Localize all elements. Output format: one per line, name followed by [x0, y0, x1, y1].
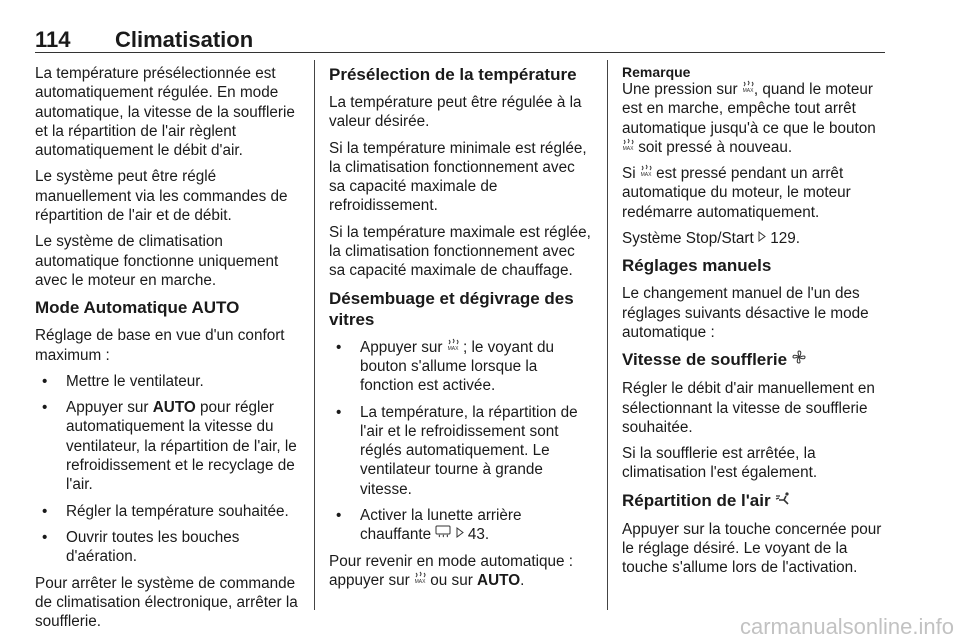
list-item: [35, 398, 300, 494]
paragraph: Si la température maximale est réglée, la climatisation fonctionnement avec sa capacité maximale de chauffage.: [329, 223, 591, 280]
page-title: Climatisation: [115, 27, 254, 52]
text: Activer la lunette arrière chauffante: [360, 507, 522, 544]
paragraph: Le système peut être réglé manuellement via les commandes de répartition de l'air et de débit.: [35, 168, 288, 225]
rear-window-heating-icon: [435, 525, 451, 544]
section-heading-auto-mode: Mode Automatique AUTO: [35, 298, 240, 318]
max-defrost-icon: [414, 571, 426, 590]
page-number: 114: [35, 27, 71, 52]
section-heading-manual: Réglages manuels: [622, 256, 772, 276]
svg-text:MAX: MAX: [414, 578, 426, 584]
column-1: [35, 64, 300, 638]
note-label: Remarque: [622, 64, 691, 80]
paragraph: Réglage de base en vue d'un confort maximum :: [35, 327, 285, 364]
paragraph: Si la température minimale est réglée, la climatisation fonctionnement avec sa capacité maximale de refroidissement.: [329, 139, 587, 215]
text: Une pression sur: [622, 81, 742, 98]
column-2: [329, 64, 594, 597]
text: .: [520, 571, 525, 589]
list-item: • La température, la répartition de l'air et le refroidissement sont réglés automatiquement. Le ventilateur tourne à grande vitesse.: [329, 403, 594, 499]
bullet-list: [329, 338, 594, 545]
page-reference: 129.: [770, 230, 801, 248]
svg-text:MAX: MAX: [622, 145, 634, 151]
list-item: • Ouvrir toutes les bouches d'aération.: [35, 528, 300, 567]
text: Appuyer sur: [360, 338, 447, 356]
text: Pour revenir en mode automatique : appuyer sur: [329, 552, 574, 589]
heading-text: Vitesse de soufflerie: [622, 350, 788, 370]
list-item: [329, 338, 594, 396]
text: ; le voyant du bouton s'allume lorsque la fonction est activée.: [360, 338, 554, 395]
note-paragraph: [622, 80, 888, 157]
text: est pressé pendant un arrêt automatique du moteur, le moteur redémarre automatiquement.: [622, 165, 851, 221]
paragraph: Si la soufflerie est arrêtée, la climatisation l'est également.: [622, 445, 818, 482]
svg-text:MAX: MAX: [742, 88, 754, 93]
paragraph: Le système de climatisation automatique fonctionne uniquement avec le moteur en marche.: [35, 233, 279, 289]
paragraph: La température présélectionnée est automatiquement régulée. En mode automatique, la vitesse de la soufflerie et la répartition de l'air règlent automatiquement le débit d'air.: [35, 65, 295, 160]
paragraph: Régler le débit d'air manuellement en sélectionnant la vitesse de soufflerie souhaitée.: [622, 380, 875, 436]
section-heading-air-distribution: [622, 490, 888, 512]
svg-text:MAX: MAX: [640, 172, 652, 178]
text: soit pressé à nouveau.: [634, 138, 793, 156]
page-reference-arrow-icon: [456, 525, 464, 544]
page-header: [35, 26, 885, 54]
text: , quand le moteur est en marche, empêche tout arrêt automatique jusqu'à ce que le bouton: [622, 81, 876, 137]
paragraph: Le changement manuel de l'un des réglages suivants désactive le mode automatique :: [622, 285, 869, 341]
heading-text: Répartition de l'air: [622, 490, 771, 510]
section-heading-defog: Désembuage et dégivrage des vitres: [329, 288, 574, 329]
list-item: • Mettre le ventilateur.: [35, 372, 300, 391]
list-item: • Régler la température souhaitée.: [35, 502, 300, 521]
text: pour régler automatiquement la vitesse du ventilateur, la répartition de l'air, le refroidissement et le recyclage de l'air.: [66, 399, 297, 494]
bullet-list: [35, 372, 300, 567]
paragraph: La température peut être régulée à la valeur désirée.: [329, 94, 582, 131]
section-heading-fan-speed: [622, 349, 888, 371]
header-divider: [35, 52, 885, 53]
svg-text:MAX: MAX: [447, 345, 459, 351]
text: Appuyer sur: [66, 399, 153, 417]
auto-label: AUTO: [477, 571, 521, 589]
text: Si: [622, 165, 640, 183]
auto-label: AUTO: [152, 399, 196, 417]
column-3: [622, 64, 888, 585]
fan-icon: [792, 350, 806, 371]
max-defrost-icon: [640, 164, 652, 183]
paragraph: [329, 552, 594, 591]
watermark: carmanualsonline.info: [739, 614, 954, 639]
note-paragraph: [622, 164, 888, 222]
page-reference: 43.: [467, 526, 490, 544]
max-defrost-icon: [622, 138, 634, 157]
note-paragraph: [622, 229, 888, 248]
air-distribution-icon: [775, 491, 791, 512]
max-defrost-icon: [742, 80, 754, 99]
list-item: [329, 506, 594, 545]
column-divider-2: [607, 60, 608, 610]
max-defrost-icon: [447, 338, 459, 357]
column-divider-1: [314, 60, 315, 610]
section-heading-preselection: Présélection de la température: [329, 65, 577, 84]
text: ou sur: [426, 571, 478, 589]
text: Système Stop/Start: [622, 230, 759, 248]
page-reference-arrow-icon: [758, 229, 766, 248]
paragraph: Pour arrêter le système de commande de climatisation électronique, arrêter la soufflerie.: [35, 574, 298, 631]
paragraph: Appuyer sur la touche concernée pour le réglage désiré. Le voyant de la touche s'allume lors de l'activation.: [622, 520, 882, 577]
